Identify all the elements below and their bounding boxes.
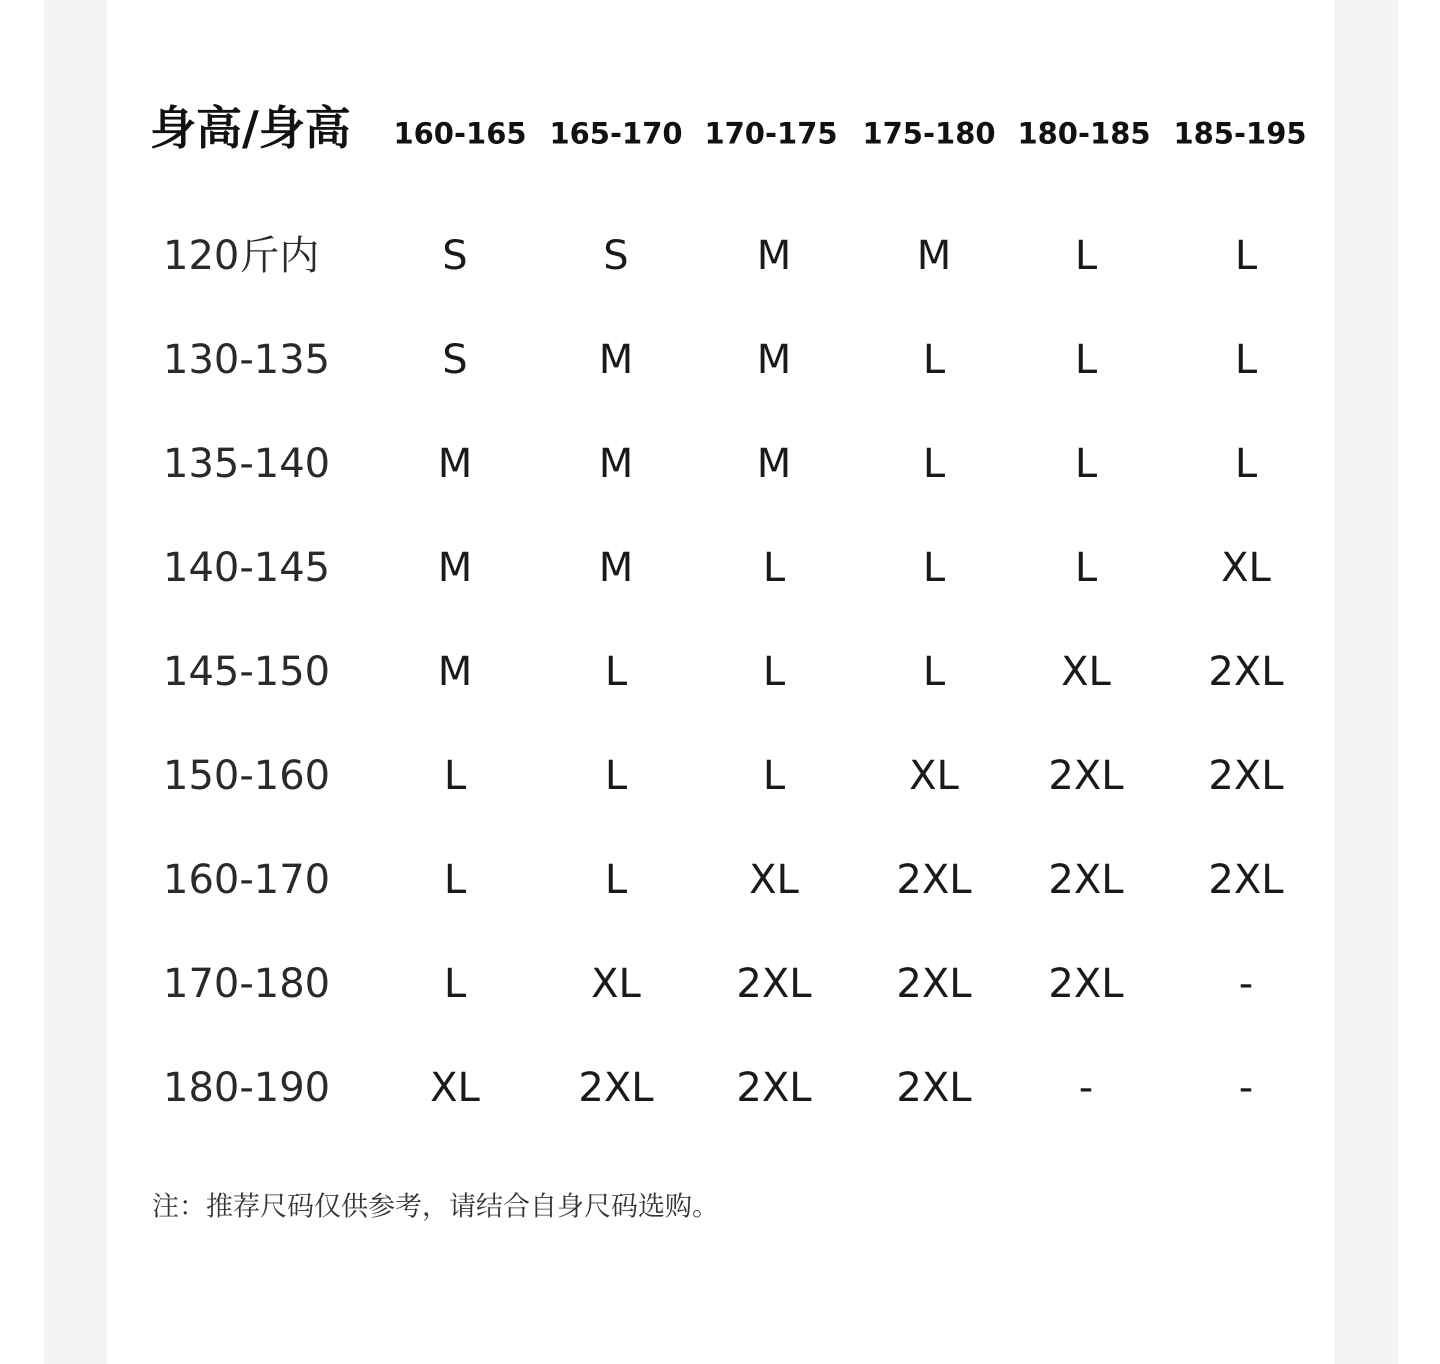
size-note: 注：推荐尺码仅供参考，请结合自身尺码选购。: [152, 1191, 719, 1223]
size-cell: XL: [909, 753, 959, 799]
size-cell: L: [1074, 441, 1098, 487]
size-cell: 2XL: [1208, 753, 1284, 799]
size-cell: L: [1074, 233, 1098, 279]
size-cell: M: [598, 441, 634, 487]
size-cell: 2XL: [1048, 961, 1124, 1007]
size-cell: L: [1234, 337, 1258, 383]
size-cell: 2XL: [896, 961, 972, 1007]
size-cell: M: [598, 545, 634, 591]
size-cell: S: [442, 233, 468, 279]
size-cell: L: [443, 961, 467, 1007]
size-cell: L: [762, 545, 786, 591]
size-cell: 2XL: [896, 857, 972, 903]
size-cell: 2XL: [1048, 753, 1124, 799]
size-cell: XL: [1221, 545, 1271, 591]
size-cell: L: [922, 545, 946, 591]
row-header-weight: 150-160: [163, 753, 331, 799]
size-cell: L: [604, 857, 628, 903]
row-header-weight: 160-170: [163, 857, 331, 903]
table-header-title: 身高/身高: [150, 101, 351, 155]
size-cell: M: [437, 441, 473, 487]
row-header-weight: 145-150: [163, 649, 331, 695]
size-cell: L: [443, 857, 467, 903]
size-cell: L: [762, 753, 786, 799]
size-cell: M: [437, 545, 473, 591]
page-margin-right: [1334, 0, 1398, 1364]
row-header-weight: 135-140: [163, 441, 331, 487]
size-cell: 2XL: [1208, 649, 1284, 695]
size-cell: L: [1074, 545, 1098, 591]
size-cell: M: [916, 233, 952, 279]
size-cell: -: [1238, 1065, 1254, 1111]
size-cell: M: [756, 337, 792, 383]
size-cell: L: [1074, 337, 1098, 383]
column-header-height: 160-165: [393, 116, 527, 151]
size-cell: S: [603, 233, 629, 279]
row-header-weight: 120斤内: [163, 233, 320, 279]
size-cell: 2XL: [1048, 857, 1124, 903]
size-cell: M: [598, 337, 634, 383]
row-header-weight: 140-145: [163, 545, 331, 591]
column-header-height: 185-195: [1173, 116, 1307, 151]
column-header-height: 175-180: [862, 116, 996, 151]
column-header-height: 180-185: [1017, 116, 1151, 151]
column-header-height: 170-175: [704, 116, 838, 151]
size-cell: XL: [749, 857, 799, 903]
row-header-weight: 180-190: [163, 1065, 331, 1111]
size-cell: XL: [591, 961, 641, 1007]
size-cell: S: [442, 337, 468, 383]
size-cell: M: [756, 441, 792, 487]
size-cell: 2XL: [736, 961, 812, 1007]
row-header-weight: 170-180: [163, 961, 331, 1007]
size-cell: M: [437, 649, 473, 695]
size-cell: L: [922, 337, 946, 383]
size-cell: L: [443, 753, 467, 799]
size-cell: L: [604, 753, 628, 799]
size-cell: M: [756, 233, 792, 279]
size-cell: XL: [1061, 649, 1111, 695]
size-cell: L: [922, 441, 946, 487]
row-header-weight: 130-135: [163, 337, 331, 383]
size-cell: L: [922, 649, 946, 695]
page-margin-left: [44, 0, 107, 1364]
size-cell: 2XL: [578, 1065, 654, 1111]
size-cell: L: [604, 649, 628, 695]
size-cell: L: [1234, 441, 1258, 487]
column-header-height: 165-170: [549, 116, 683, 151]
size-cell: XL: [430, 1065, 480, 1111]
size-cell: -: [1078, 1065, 1094, 1111]
size-cell: 2XL: [736, 1065, 812, 1111]
size-cell: 2XL: [896, 1065, 972, 1111]
size-cell: -: [1238, 961, 1254, 1007]
size-cell: L: [1234, 233, 1258, 279]
size-cell: 2XL: [1208, 857, 1284, 903]
size-cell: L: [762, 649, 786, 695]
